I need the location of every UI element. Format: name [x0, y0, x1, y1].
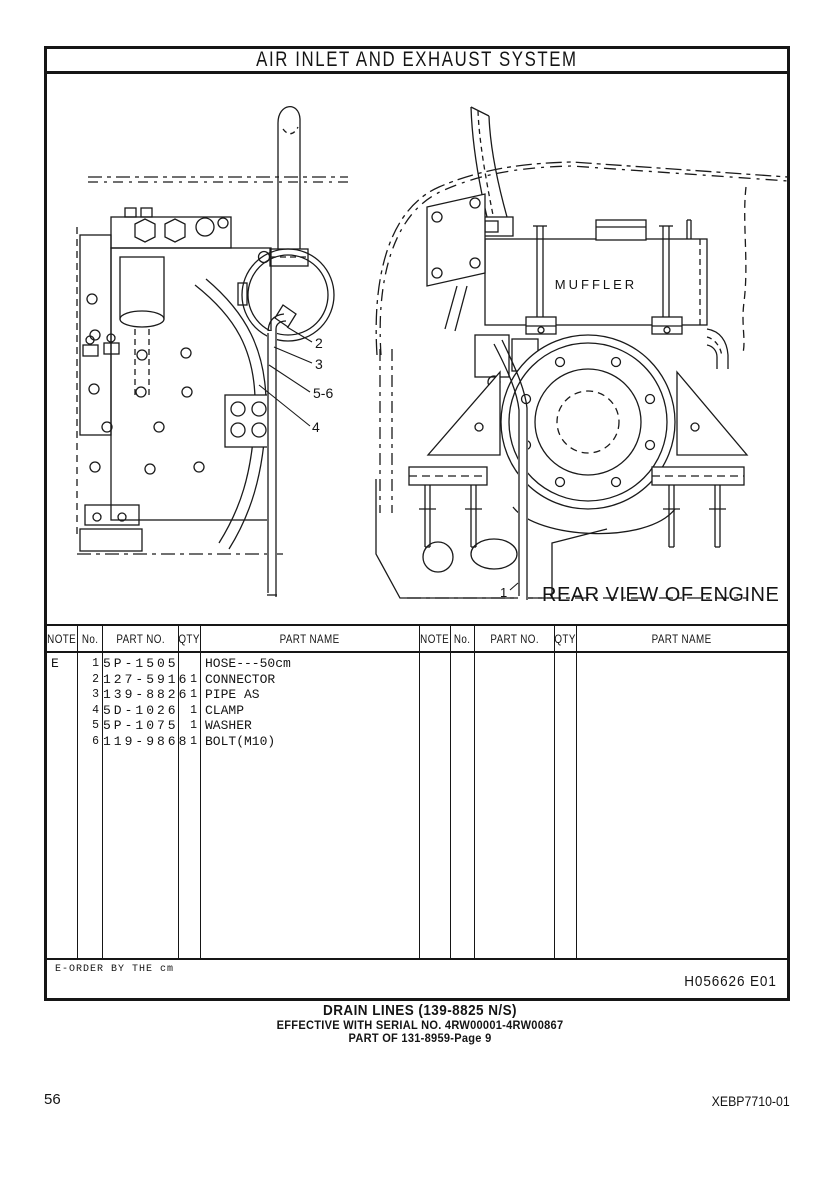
caption-title: DRAIN LINES (139-8825 N/S)	[322, 1002, 518, 1019]
caption-part-of: PART OF 131-8959-Page 9	[348, 1031, 492, 1045]
cell-qty: 1	[190, 703, 197, 717]
page-frame	[44, 46, 790, 1001]
cell-part-no: 5D-1026	[103, 702, 179, 718]
cell-part-name: CLAMP	[205, 702, 245, 718]
col-note-left	[47, 626, 78, 958]
muffler-label: MUFFLER	[554, 277, 638, 292]
col-partname-right	[577, 626, 787, 958]
caption-serial: EFFECTIVE WITH SERIAL NO. 4RW00001-4RW00867	[276, 1018, 564, 1032]
cell-part-name: BOLT(M10)	[205, 733, 276, 749]
cell-part-no: 5P-1505	[103, 656, 179, 671]
parts-table	[47, 624, 787, 960]
cell-no: 3	[92, 688, 99, 701]
col-note-right	[420, 626, 451, 958]
callout-2: 2	[315, 335, 323, 351]
col-qty-right	[555, 626, 577, 958]
cell-qty: 1	[190, 734, 197, 748]
cell-note	[47, 734, 77, 750]
cell-no: 1	[92, 657, 99, 670]
cell-no: 2	[92, 672, 99, 686]
engine-diagram	[47, 77, 787, 624]
cell-no: 5	[92, 719, 99, 732]
cell-part-name: HOSE---50cm	[205, 656, 291, 671]
rear-view-drawing	[376, 107, 787, 600]
cell-part-no: 139-8826	[103, 687, 190, 702]
callout-5-6: 5-6	[313, 385, 334, 401]
header-qty: QTY	[555, 631, 576, 646]
cell-note	[47, 687, 77, 703]
cell-note: E	[51, 656, 59, 671]
cell-qty: 1	[190, 719, 197, 732]
cell-part-name: PIPE AS	[205, 687, 260, 702]
header-part-name: PART NAME	[651, 631, 713, 646]
diagram-area	[47, 77, 787, 624]
header-no: No.	[81, 631, 99, 646]
cell-part-no: 127-5916	[103, 671, 190, 687]
figure-caption	[0, 1003, 840, 1045]
cell-note	[47, 672, 77, 688]
header-note: NOTE	[420, 631, 450, 646]
col-partname-left	[201, 626, 420, 958]
header-part-no: PART NO.	[116, 631, 165, 646]
col-no-left	[78, 626, 103, 958]
revision-number: H056626 E01	[684, 973, 777, 990]
cell-part-no: 5P-1075	[103, 718, 179, 733]
cell-qty: 1	[190, 688, 197, 701]
callout-4: 4	[312, 419, 320, 435]
header-note: NOTE	[47, 631, 77, 646]
col-no-right	[451, 626, 475, 958]
title-band	[47, 49, 787, 74]
page-number: 56	[44, 1091, 61, 1108]
header-qty: QTY	[179, 631, 200, 646]
header-part-name: PART NAME	[279, 631, 341, 646]
cell-part-name: CONNECTOR	[205, 671, 276, 687]
rear-view-label: REAR VIEW OF ENGINE	[542, 584, 780, 606]
side-view-drawing	[77, 107, 348, 597]
form-number: XEBP7710-01	[711, 1093, 790, 1109]
callout-3: 3	[315, 356, 323, 372]
header-no: No.	[454, 631, 471, 646]
page-title: AIR INLET AND EXHAUST SYSTEM	[256, 48, 578, 71]
cell-qty: 1	[190, 672, 197, 686]
cell-no: 6	[92, 734, 99, 748]
col-qty-left	[179, 626, 201, 958]
cell-qty	[179, 656, 200, 672]
cell-note	[47, 703, 77, 719]
cell-part-no: 119-9868	[103, 733, 190, 749]
cell-part-name: WASHER	[205, 718, 252, 733]
cell-note	[47, 718, 77, 734]
callout-1: 1	[500, 585, 508, 600]
cell-no: 4	[92, 703, 99, 717]
header-part-no: PART NO.	[490, 631, 539, 646]
table-footer	[47, 960, 787, 995]
order-note: E-ORDER BY THE cm	[55, 964, 175, 975]
col-partno-right	[475, 626, 555, 958]
